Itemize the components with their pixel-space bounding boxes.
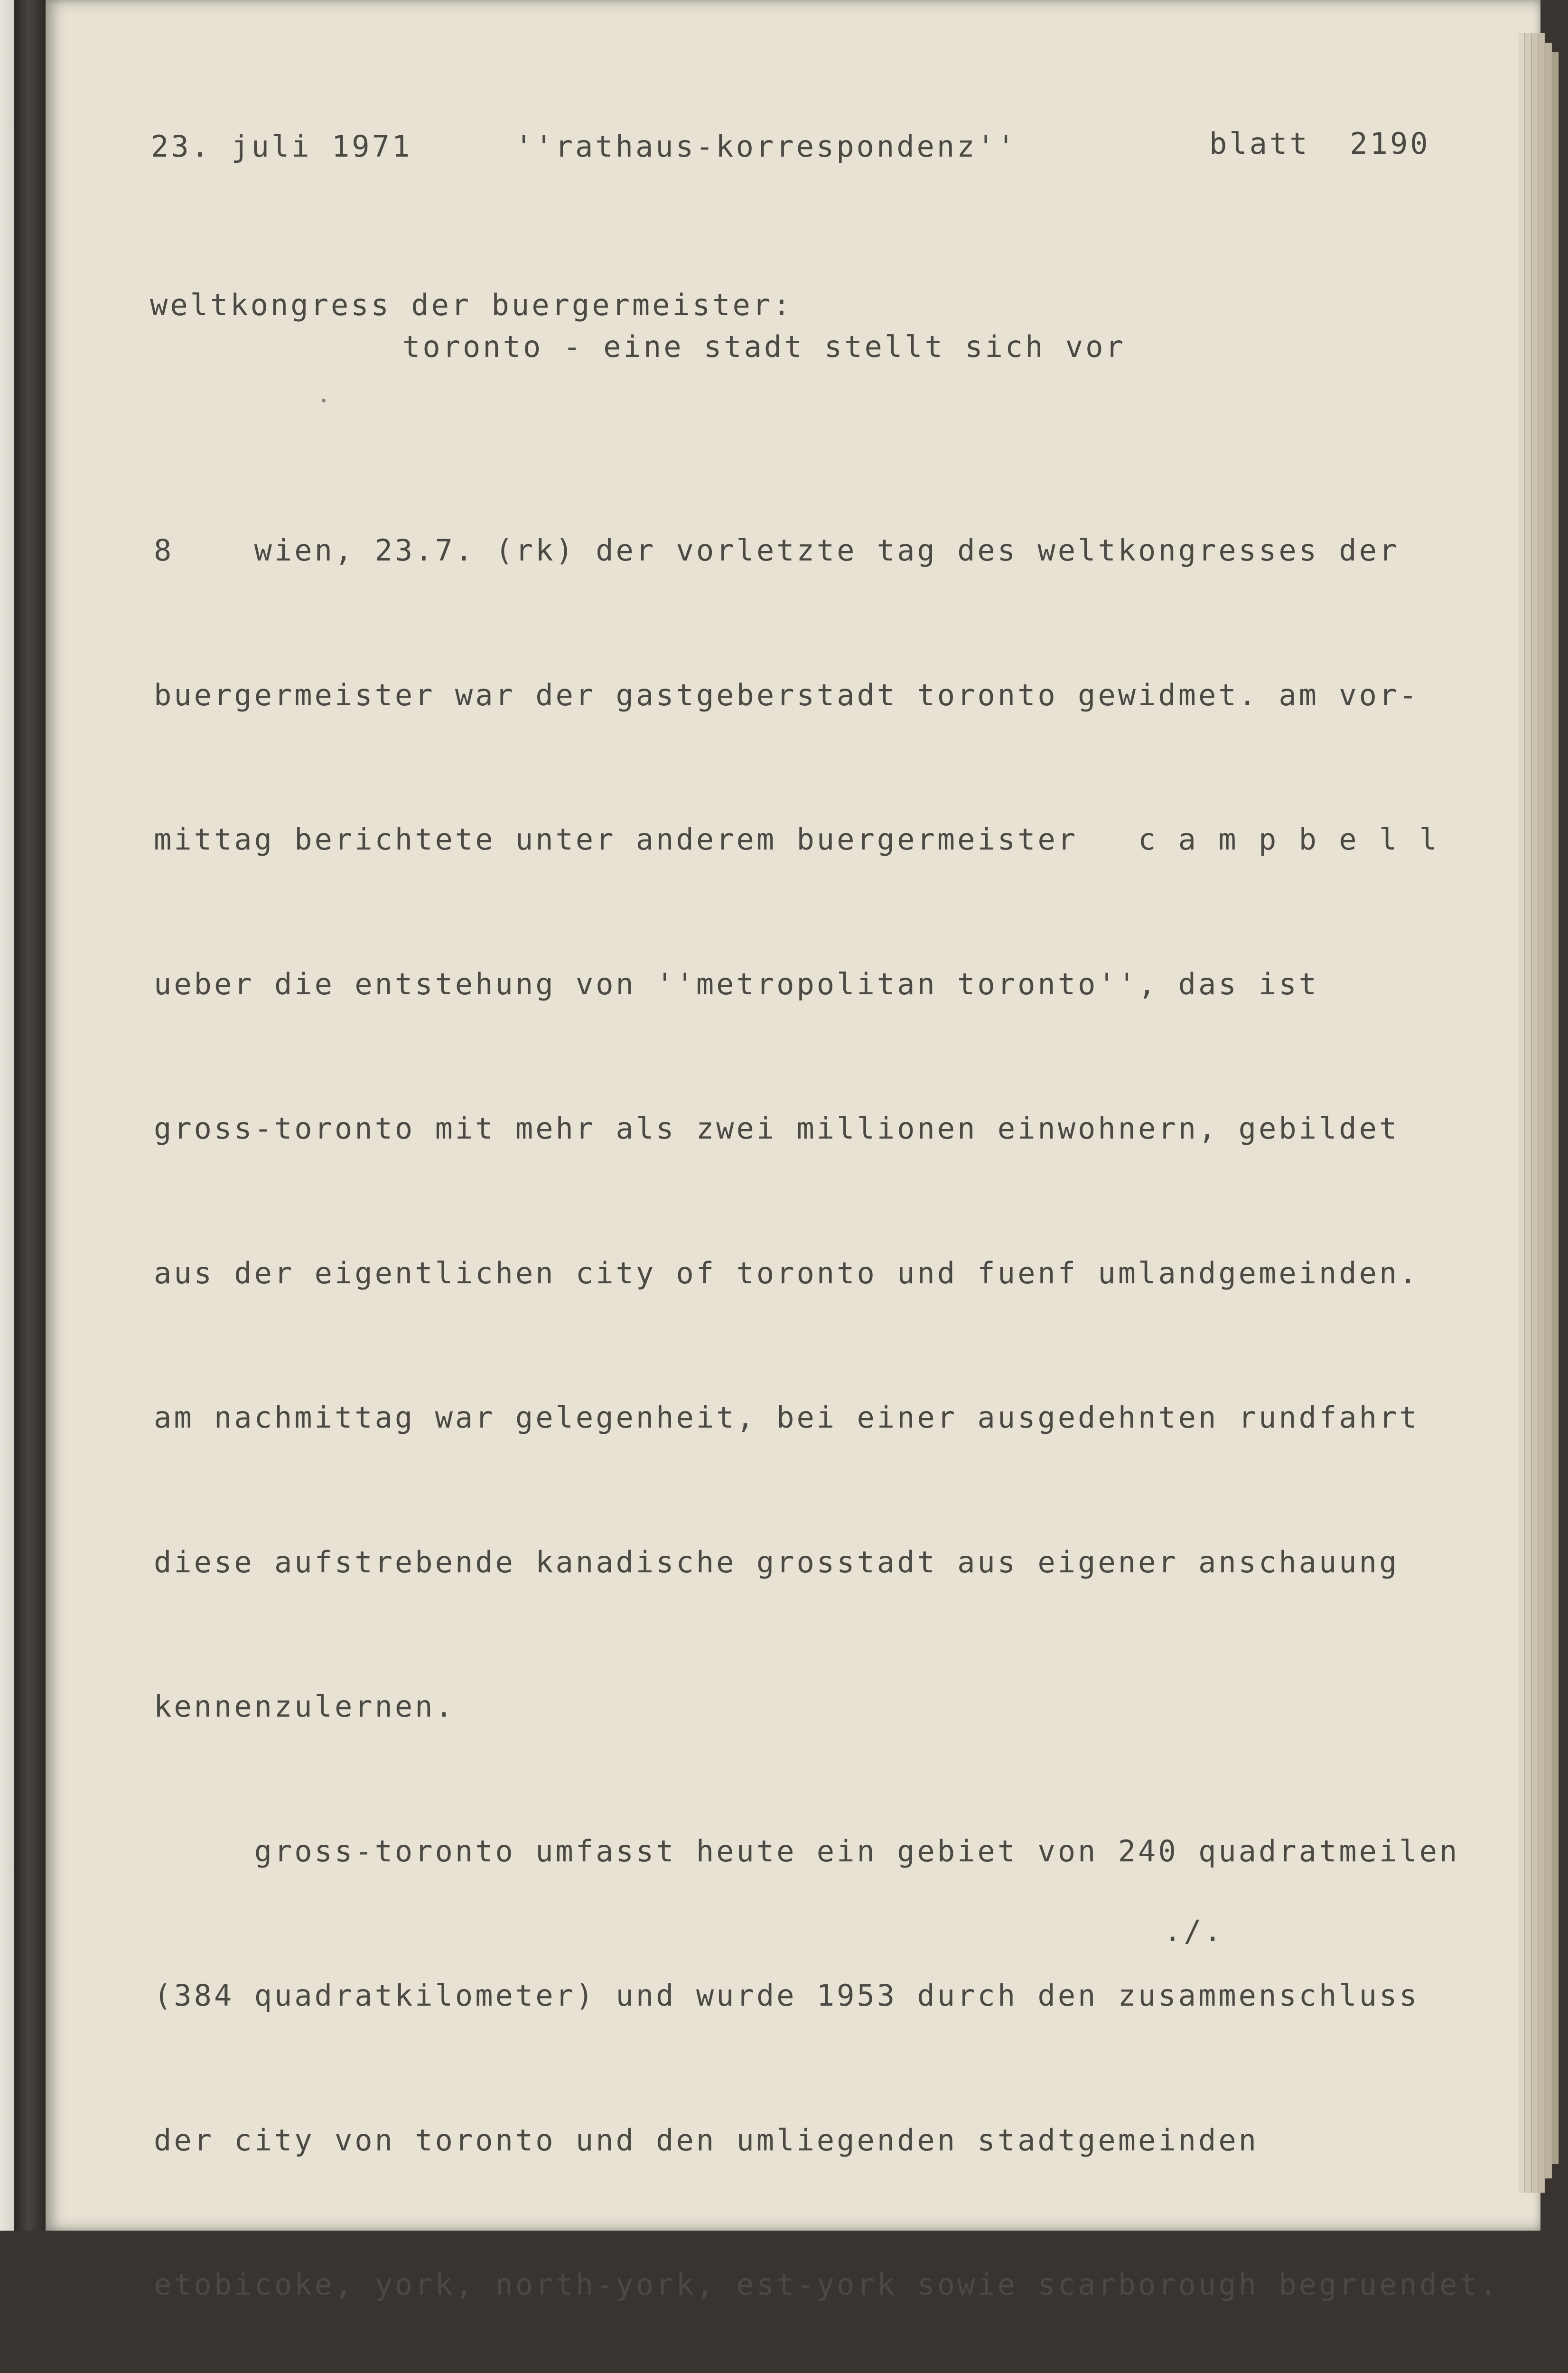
- article-body: [154, 430, 1511, 2373]
- headline-line-1: weltkongress der buergermeister:: [150, 288, 793, 322]
- body-line: aus der eigentlichen city of toronto und fuenf umlandgemeinden.: [154, 1255, 1419, 1290]
- ink-speck: [322, 399, 326, 402]
- body-line: etobicoke, york, north-york, est-york sowie scarborough begruendet.: [154, 2267, 1500, 2302]
- body-line: der city von toronto und den umliegenden stadtgemeinden: [154, 2122, 1259, 2158]
- page-stack-edge: [1519, 33, 1525, 2193]
- body-line: diese aufstrebende kanadische grosstadt aus eigener anschauung: [154, 1544, 1400, 1579]
- previous-page-edge: [0, 0, 14, 2231]
- header-page-number: blatt 2190: [1209, 126, 1430, 161]
- page-stack-edge: [1539, 33, 1545, 2193]
- body-line: mittag berichtete unter anderem buergermeister c a m p b e l l: [154, 822, 1439, 857]
- header-date: 23. juli 1971: [151, 129, 412, 164]
- headline-line-2: toronto - eine stadt stellt sich vor: [402, 329, 1126, 364]
- body-line: gross-toronto umfasst heute ein gebiet von 240 quadratmeilen: [154, 1833, 1460, 1869]
- body-line: ueber die entstehung von ''metropolitan toronto'', das ist: [154, 966, 1319, 1001]
- continuation-mark: ./.: [1164, 1914, 1224, 1948]
- body-line: 8 wien, 23.7. (rk) der vorletzte tag des weltkongresses der: [154, 533, 1400, 568]
- body-line: gross-toronto mit mehr als zwei millionen einwohnern, gebildet: [154, 1111, 1400, 1146]
- page-stack-edge: [1525, 33, 1532, 2193]
- body-line: (384 quadratkilometer) und wurde 1953 durch den zusammenschluss: [154, 1978, 1419, 2013]
- page-stack-edge: [1532, 33, 1539, 2193]
- page-stack-edge: [1552, 52, 1559, 2164]
- page-stack-edge: [1545, 43, 1552, 2178]
- body-line: am nachmittag war gelegenheit, bei einer ausgedehnten rundfahrt: [154, 1400, 1419, 1435]
- header-publication: ''rathaus-korrespondenz'': [515, 129, 1017, 164]
- body-line: buergermeister war der gastgeberstadt toronto gewidmet. am vor-: [154, 677, 1419, 712]
- body-line: kennenzulernen.: [154, 1689, 455, 1724]
